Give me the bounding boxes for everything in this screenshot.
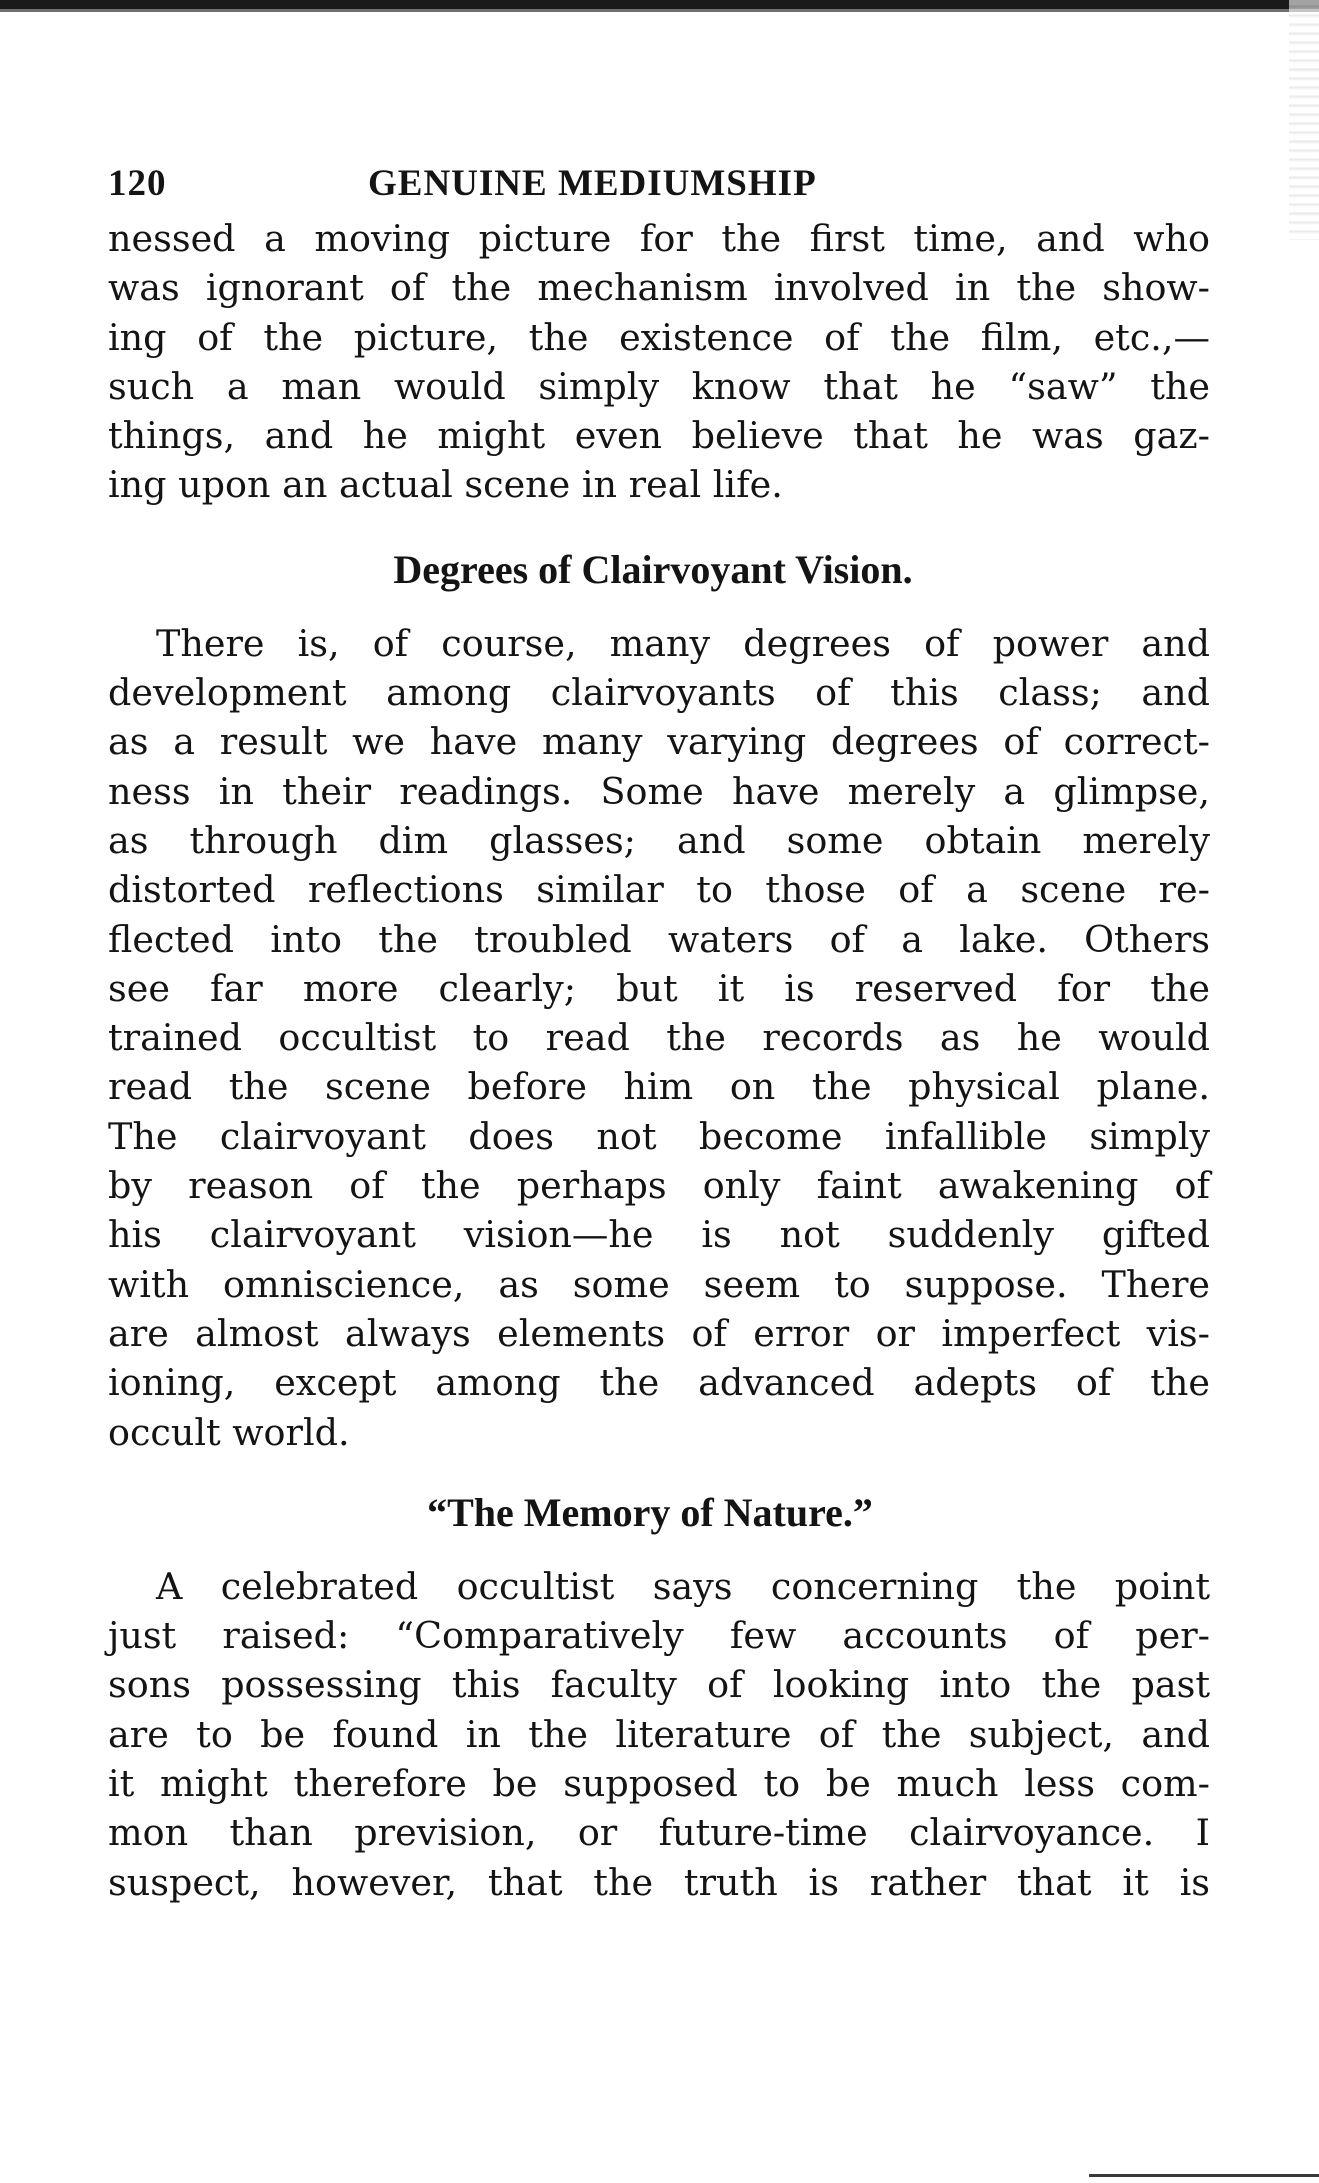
text-line: was ignorant of the mechanism involved in the show- <box>108 266 1210 310</box>
paragraph-2 <box>108 619 1210 1457</box>
text-line: ness in their readings. Some have merely a glimpse, <box>108 769 1210 813</box>
text-line: his clairvoyant vision—he is not suddenly gifted <box>108 1213 1210 1257</box>
text-line: are to be found in the literature of the subject, and <box>108 1712 1210 1756</box>
text-line: trained occultist to read the records as he would <box>108 1016 1210 1060</box>
text-line: as through dim glasses; and some obtain merely <box>108 818 1210 862</box>
text-line: flected into the troubled waters of a lake. Others <box>108 917 1210 961</box>
text-line: development among clairvoyants of this class; and <box>108 671 1210 715</box>
text-line: with omniscience, as some seem to suppose. There <box>108 1262 1210 1306</box>
text-line: things, and he might even believe that he was gaz- <box>108 414 1210 458</box>
paragraph-1 <box>108 214 1210 510</box>
text-line: just raised: “Comparatively few accounts of per- <box>108 1614 1210 1658</box>
text-line: distorted reflections similar to those of a scene re- <box>108 868 1210 912</box>
text-line: are almost always elements of error or imperfect vis- <box>108 1311 1210 1355</box>
text-line: suspect, however, that the truth is rather that it is <box>108 1860 1210 1904</box>
text-line: as a result we have many varying degrees of correct- <box>108 720 1210 764</box>
text-line: ioning, except among the advanced adepts of the <box>108 1361 1210 1405</box>
text-line: it might therefore be supposed to be much less com- <box>108 1762 1210 1806</box>
text-line: nessed a moving picture for the first time, and who <box>108 217 1210 260</box>
paragraph-3 <box>108 1562 1210 1907</box>
text-line: see far more clearly; but it is reserved for the <box>108 966 1210 1010</box>
page-number: 120 <box>108 163 167 204</box>
text-line: There is, of course, many degrees of power and <box>156 621 1210 665</box>
running-head <box>108 162 1210 214</box>
page-top-rule <box>0 0 1319 9</box>
text-line: ing upon an actual scene in real life. <box>108 463 783 507</box>
section-heading-degrees: Degrees of Clairvoyant Vision. <box>393 546 913 592</box>
text-line: read the scene before him on the physical plane. <box>108 1065 1210 1109</box>
text-line: by reason of the perhaps only faint awakening of <box>108 1164 1210 1208</box>
text-line: A celebrated occultist says concerning the point <box>156 1564 1210 1608</box>
page-edge-speckle <box>1289 0 1319 240</box>
text-line: occult world. <box>108 1410 350 1454</box>
text-line: sons possessing this faculty of looking into the past <box>108 1663 1210 1707</box>
text-line: The clairvoyant does not become infallible simply <box>108 1114 1210 1158</box>
text-line: mon than prevision, or future-time clairvoyance. I <box>108 1811 1210 1855</box>
book-page <box>108 162 1210 1907</box>
page-top-rule-shadow <box>0 9 1319 12</box>
text-line: such a man would simply know that he “saw” the <box>108 364 1210 408</box>
page-bottom-rule <box>1089 2174 1319 2177</box>
text-line: ing of the picture, the existence of the film, etc.,— <box>108 315 1210 359</box>
running-title: GENUINE MEDIUMSHIP <box>368 163 817 204</box>
section-heading-memory-of-nature: “The Memory of Nature.” <box>427 1489 873 1535</box>
